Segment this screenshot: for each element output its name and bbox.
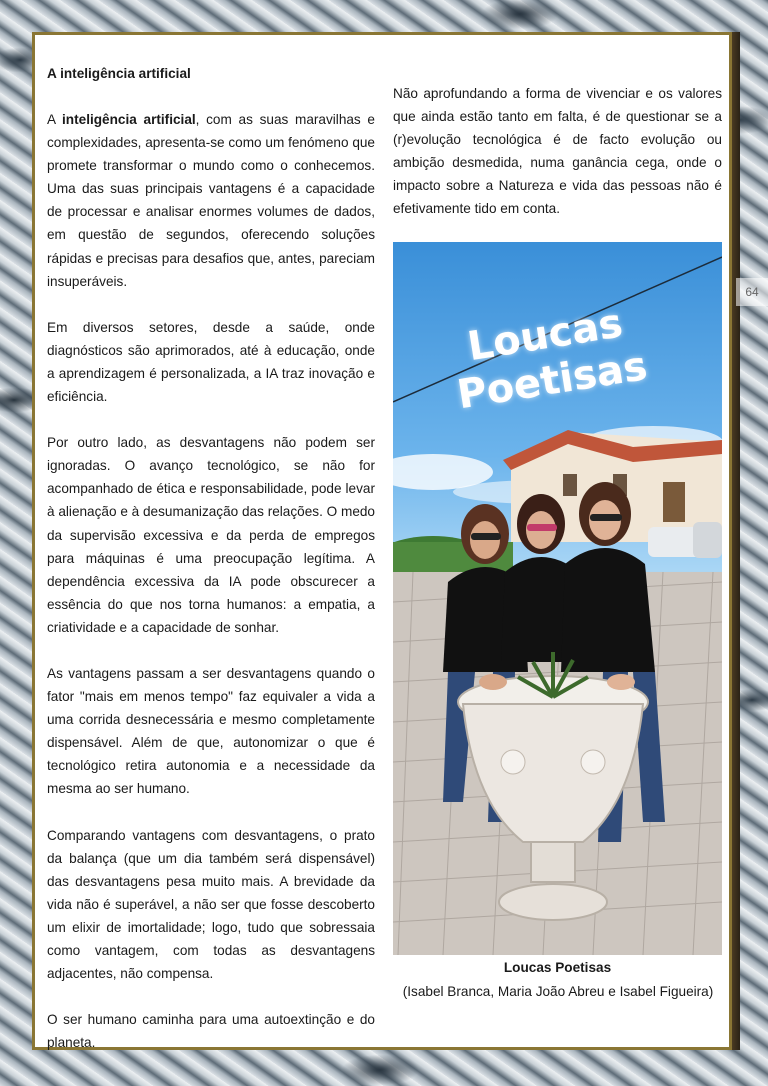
paragraph-2: Em diversos setores, desde a saúde, onde diagnósticos são aprimorados, até à educação, onde a aprendizagem é personalizada, a IA traz inovação e eficiência.	[47, 319, 375, 405]
paragraph-7: Não aprofundando a forma de vivenciar e os valores que ainda estão tanto em falta, é de questionar se a (r)evolução tecnológica é de facto evolução ou ambição desmedida, numa ganância cega, onde o impacto sobre a Natureza e vida das pessoas não é efetivamente tido em conta.	[393, 86, 722, 217]
paragraph-1	[47, 108, 375, 293]
paragraph-1-body: , com as suas maravilhas e complexidades, apresenta-se como um fenómeno que promete transformar o mundo como o conhecemos. Uma das suas principais vantagens é a capacidade de processar e analisar enormes volumes de dados, em questão de segundos, oferecendo soluções rápidas e precisas para desafios que, antes, pareciam insuperáveis.	[47, 112, 375, 289]
left-column	[47, 62, 375, 1077]
paragraph-5: Comparando vantagens com desvantagens, o prato da balança (que um dia também será dispensável) das desvantagens pesa muito mais. A brevidade da vida não é superável, a não ser que fosse descoberto um elixir de imortalidade; logo, tudo que sobressaia como vantagem, com todas as desvantagens adjacentes, não compensa.	[47, 827, 375, 982]
frame-edge	[732, 32, 740, 1050]
right-column	[393, 82, 722, 221]
paragraph-6: O ser humano caminha para uma autoextinção e do planeta.	[47, 1012, 375, 1051]
article-title: A inteligência artificial	[47, 66, 191, 81]
paragraph-1-bold: inteligência artificial	[62, 112, 196, 127]
page-number: 64	[736, 278, 768, 306]
paragraph-3: Por outro lado, as desvantagens não podem ser ignoradas. O avanço tecnológico, se não for acompanhado de ética e responsabilidade, pode levar à alienação e à desumanização das relações. O medo da supervisão excessiva e da perda de empregos para máquinas é uma preocupação legítima. A dependência excessiva da IA pode obscurecer a essência do que nos torna humanos: a empatia, a criatividade e a capacidade de sonhar.	[47, 435, 375, 635]
paragraph-4: As vantagens passam a ser desvantagens quando o fator "mais em menos tempo" faz equivaler a vida a uma corrida desnecessária e mesmo completamente dispensável. Além de que, autonomizar o que é tecnológico retira autonomia e a necessidade da mesma ao ser humano.	[47, 665, 375, 797]
photo-caption-names: (Isabel Branca, Maria João Abreu e Isabel Figueira)	[402, 984, 714, 999]
group-photo	[393, 242, 722, 955]
photo-caption-title: Loucas Poetisas	[503, 960, 612, 975]
photo-overlay-title: Loucas Poetisas	[454, 300, 651, 419]
paragraph-1-lead: A	[47, 112, 63, 127]
